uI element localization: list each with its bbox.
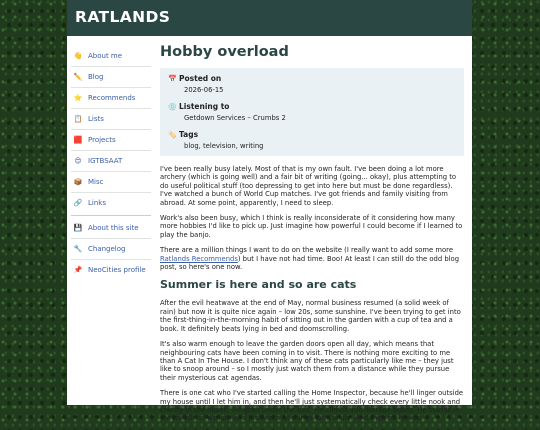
heart-eyes-icon: 😍 (74, 157, 82, 165)
sidebar-item-about-site[interactable] (71, 220, 151, 236)
post-content (160, 44, 466, 430)
divider (71, 238, 151, 239)
listening-to-label: 💿 Listening to (168, 102, 230, 111)
sidebar-nav (71, 48, 151, 278)
wrench-icon: 🔧 (73, 245, 83, 253)
divider (71, 150, 151, 151)
posted-on-label: 📅 Posted on (168, 74, 222, 83)
sidebar-item-label: Misc (88, 178, 104, 186)
star-icon: ⭐ (73, 94, 83, 102)
listening-to-value: Getdown Services – Crumbs 2 (184, 114, 286, 122)
sidebar-item-label: IGTBSAAT (88, 157, 123, 165)
paragraph: There is one cat who I've started calling the Home Inspector, because he'll linger outside my house until I let him in, and then he'll just systematically check every little nook and cranny in the house. He goes under the bed. He climbs into storage boxes. He stands in the middle of a room and just looks at things for a while. And then he leaves. (160, 389, 464, 423)
sidebar-item-projects[interactable] (71, 132, 151, 148)
sidebar-item-label: About me (88, 52, 123, 60)
site-title[interactable]: RATLANDS (75, 8, 171, 26)
paragraph: Work's also been busy, which I think is really inconsiderate of it considering how many more hobbies I'd like to pick up. Just imagine how powerful I could become if I learned to play the banjo. (160, 214, 463, 239)
sidebar-item-blog[interactable] (71, 69, 151, 85)
paragraph: After the evil heatwave at the end of May, normal business resumed (a solid week of rain) but now it is quite nice again – low 20s, some sunshine. I've been trying to get into the first-thing-in-the-morning habit of sitting out in the garden with a cup of tea and a book. It definitely beats lying in bed and doomscrolling. (160, 299, 461, 333)
sidebar-item-label: Blog (88, 73, 104, 81)
sidebar-item-neocities[interactable] (71, 262, 151, 278)
divider (71, 87, 151, 88)
divider (71, 108, 151, 109)
sidebar-item-igtbsaat[interactable] (71, 153, 151, 169)
sidebar-item-changelog[interactable] (71, 241, 151, 257)
link-icon: 🔗 (73, 199, 83, 207)
sidebar-item-label: Projects (88, 136, 116, 144)
sidebar-item-lists[interactable] (71, 111, 151, 127)
paragraph: It's also warm enough to leave the garden doors open all day, which means that neighbouring cats have been coming in to visit. There is nothing more exciting to me than A Cat In The House. I don't think any of these cats particularly like me – they just like to snoop around – so I mostly just watch them from a distance while they pursue their mysterious cat agendas. (160, 340, 454, 382)
divider (71, 259, 151, 260)
sidebar-item-label: NeoCities profile (88, 266, 146, 274)
tag-icon: 🏷️ (168, 130, 177, 139)
posted-on-value: 2026-06-15 (184, 86, 224, 94)
sidebar-item-links[interactable] (71, 195, 151, 211)
sidebar-item-label: Links (88, 199, 106, 207)
clipboard-icon: 📋 (73, 115, 83, 123)
tags-value: blog, television, writing (184, 142, 264, 150)
site-header (67, 0, 472, 36)
sidebar-item-label: Recommends (88, 94, 136, 102)
ratlands-recommends-link[interactable]: Ratlands Recommends (160, 254, 238, 263)
disc-icon: 💿 (168, 102, 177, 111)
sidebar-item-label: Lists (88, 115, 104, 123)
post-meta-box (160, 68, 464, 156)
sidebar-item-label: About this site (88, 224, 139, 232)
paragraph: I've been really busy lately. Most of that is my own fault. I've been doing a lot more archery (which is going well) and a fair bit of writing (going... okay), plus attempting to do useful political stuff (too depressing to get into here but must be done regardless). I've watched a bunch of World Cup matches. I've got friends and family visiting from abroad. At some point, apparently, I need to sleep. (160, 165, 457, 207)
sidebar-item-label: Changelog (88, 245, 126, 253)
page (67, 0, 472, 423)
pushpin-icon: 📌 (73, 266, 83, 274)
divider (71, 66, 151, 67)
divider (71, 192, 151, 193)
tags-label: 🏷️ Tags (168, 130, 199, 139)
floppy-disk-icon: 💾 (73, 224, 83, 232)
paragraph: There are a million things I want to do on the website (I really want to add some more Ratlands Recommends) but I have not had time. Boo! At least I can still do the odd blog post, so here's one now. (160, 246, 460, 272)
box-icon: 📦 (73, 178, 83, 186)
sidebar-item-misc[interactable] (71, 174, 151, 190)
red-square-icon: 🟥 (73, 136, 83, 144)
section-heading: Summer is here and so are cats (160, 278, 357, 292)
sidebar-item-about-me[interactable] (71, 48, 151, 64)
calendar-icon: 📅 (168, 74, 177, 83)
post-title: Hobby overload (160, 44, 289, 60)
pencil-icon: ✏️ (73, 73, 83, 81)
divider (71, 215, 151, 216)
sidebar-item-recommends[interactable] (71, 90, 151, 106)
divider (71, 129, 151, 130)
wave-icon: 👋 (73, 52, 83, 60)
divider (71, 171, 151, 172)
